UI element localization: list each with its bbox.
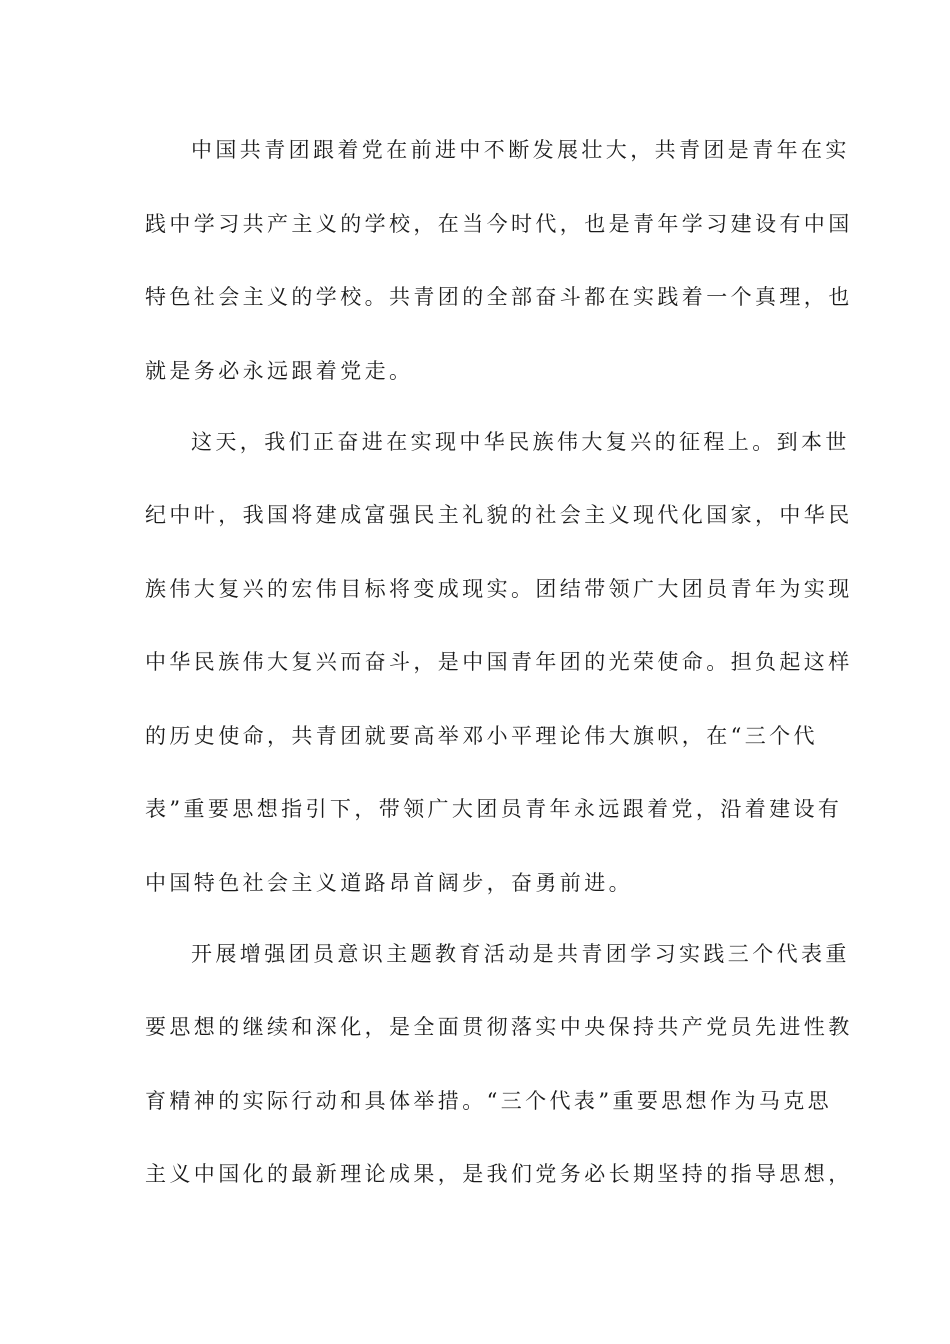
paragraph-3-line-2: 要思想的继续和深化，是全面贯彻落实中央保持共产党员先进性教 [145, 1015, 853, 1039]
paragraph-2-line-3: 族伟大复兴的宏伟目标将变成现实。团结带领广大团员青年为实现 [145, 576, 853, 601]
paragraph-3-line-3: 育精神的实际行动和具体举措。“三个代表”重要思想作为马克思 [145, 1088, 833, 1113]
paragraph-1-line-4: 就是务必永远跟着党走。 [145, 358, 414, 383]
paragraph-1-line-3: 特色社会主义的学校。共青团的全部奋斗都在实践着一个真理，也 [145, 285, 853, 309]
paragraph-2-line-5: 的历史使命，共青团就要高举邓小平理论伟大旗帜，在“三个代 [145, 723, 818, 748]
paragraph-3-line-1: 开展增强团员意识主题教育活动是共青团学习实践三个代表重 [191, 941, 850, 966]
body-text [145, 128, 853, 1226]
paragraph-2-line-7: 中国特色社会主义道路昂首阔步，奋勇前进。 [145, 870, 633, 895]
paragraph-1-line-2: 践中学习共产主义的学校，在当今时代，也是青年学习建设有中国 [145, 211, 853, 236]
paragraph-2-line-2: 纪中叶，我国将建成富强民主礼貌的社会主义现代化国家，中华民 [145, 503, 853, 527]
paragraph-2-line-6: 表”重要思想指引下，带领广大团员青年永远跟着党，沿着建设有 [145, 797, 843, 821]
paragraph-3-line-4: 主义中国化的最新理论成果，是我们党务必长期坚持的指导思想， [145, 1162, 853, 1186]
paragraph-2-line-1: 这天，我们正奋进在实现中华民族伟大复兴的征程上。到本世 [191, 429, 850, 454]
paragraph-2-line-4: 中华民族伟大复兴而奋斗，是中国青年团的光荣使命。担负起这样 [145, 650, 853, 674]
paragraph-1-line-1: 中国共青团跟着党在前进中不断发展壮大，共青团是青年在实 [191, 138, 850, 162]
